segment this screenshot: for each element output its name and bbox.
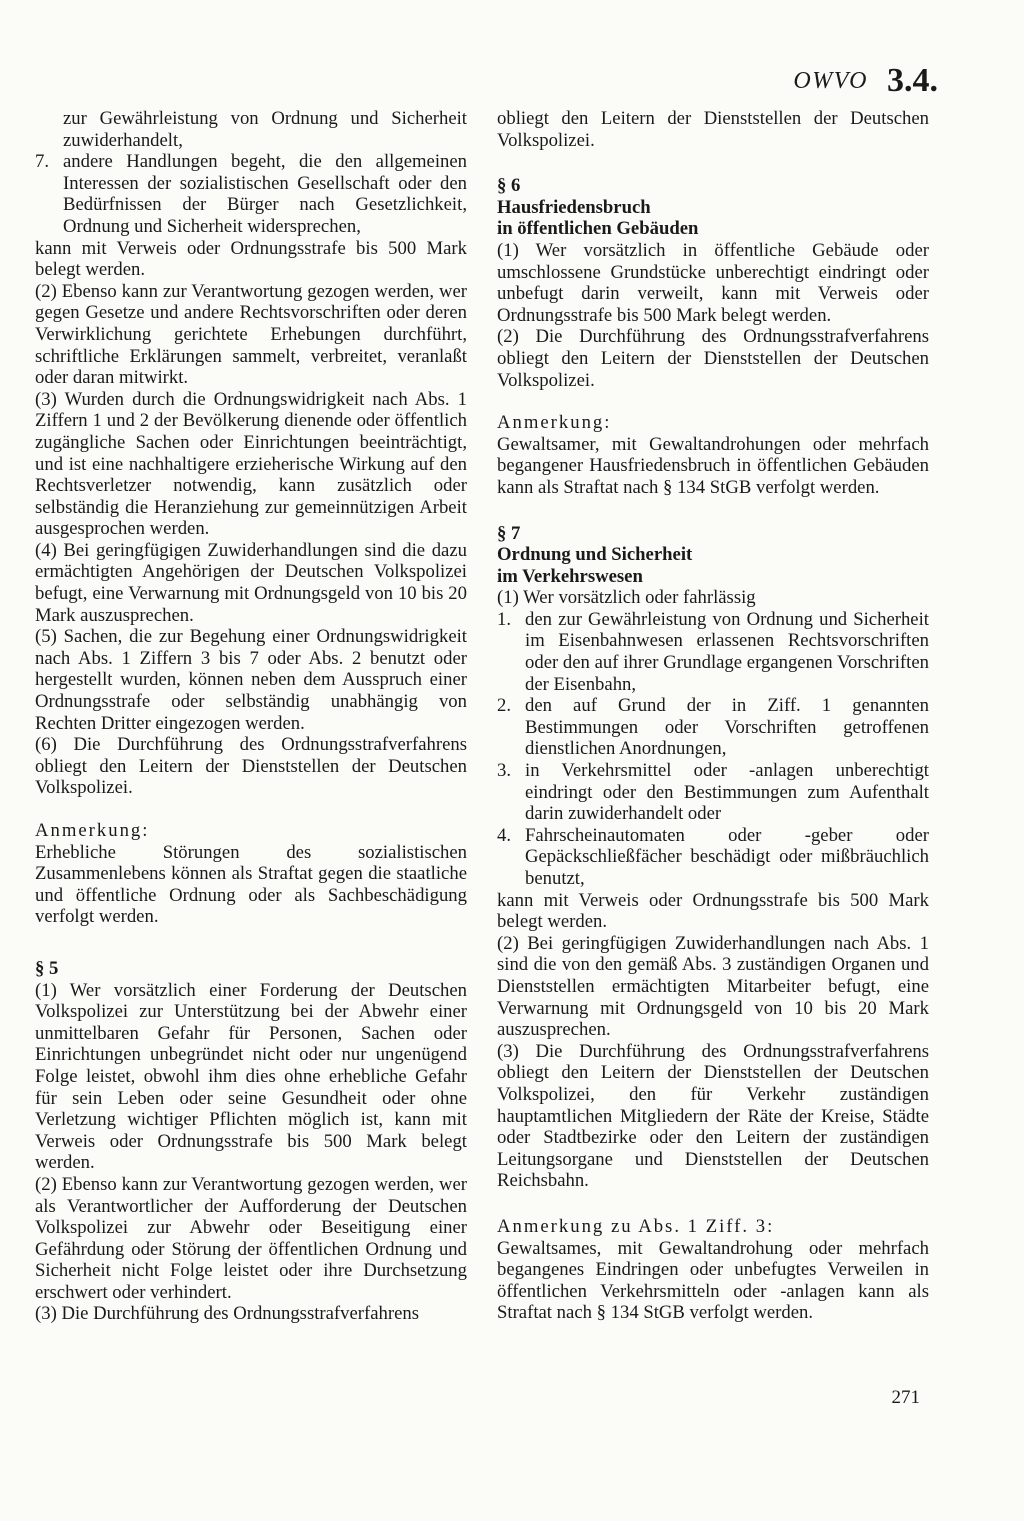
spacer — [35, 799, 467, 820]
header-section-number: 3.4. — [887, 62, 938, 99]
paragraph-continuation: obliegt den Leitern der Dienststellen der Deutschen Volkspolizei. — [497, 108, 929, 151]
paragraph: (3) Die Durchführung des Ordnungsstrafverfahrens — [35, 1303, 420, 1325]
list-item-number: 4. — [497, 824, 512, 846]
section-title: in öffentlichen Gebäuden — [497, 218, 699, 240]
list-item — [497, 695, 929, 760]
paragraph-continuation: zur Gewährleistung von Ordnung und Sicherheit zuwiderhandelt, — [63, 108, 467, 151]
list-item-number: 2. — [497, 695, 512, 717]
annotation-text: Erhebliche Störungen des sozialistischen Zusammenlebens können als Straftat gegen die staatliche und öffentliche Ordnung oder als Sachbeschädigung verfolgt werden. — [35, 841, 467, 928]
annotation-label: Anmerkung zu Abs. 1 Ziff. 3: — [497, 1215, 775, 1237]
list-item-number: 7. — [35, 151, 50, 173]
section-title: Ordnung und Sicherheit — [497, 544, 693, 566]
list-item — [497, 609, 929, 695]
paragraph: (2) Bei geringfügigen Zuwiderhandlungen nach Abs. 1 sind die von den gemäß Abs. 3 zuständigen Organen und Dienststellen ermächtigten Mitarbeiter befugt, eine Verwarnung mit Ordnungsgeld von 10 bis 20 Mark auszusprechen. — [497, 932, 929, 1041]
paragraph: (1) Wer vorsätzlich einer Forderung der Deutschen Volkspolizei zur Unterstützung bei der Abwehr einer unmittelbaren Gefahr für Personen, Sachen oder Einrichtungen unbegründet nicht oder nur ungenügend Folge leistet, obwohl ihm dies ohne erhebliche Gefahr für sein Leben oder seine Gesundheit oder ohne Verletzung wichtiger Pflichten möglich ist, kann mit Verweis oder Ordnungsstrafe bis 500 Mark belegt werden. — [35, 979, 467, 1174]
list-item-text: Fahrscheinautomaten oder -geber oder Gepäckschließfächer beschädigt oder mißbräuchlich benutzt, — [525, 824, 929, 889]
list-item — [35, 151, 467, 237]
paragraph: kann mit Verweis oder Ordnungsstrafe bis 500 Mark belegt werden. — [35, 237, 467, 281]
page-number: 271 — [891, 1387, 920, 1408]
section-heading: § 6 — [497, 175, 521, 197]
annotation-label: Anmerkung: — [497, 412, 612, 434]
paragraph: (2) Ebenso kann zur Verantwortung gezogen werden, wer gegen Gesetze und andere Rechtsvorschriften oder deren Verwirklichung gerichtete Erhebungen durchführt, schriftliche Erklärungen sammelt, verbreitet, veranlaßt oder daran mitwirkt. — [35, 280, 467, 389]
paragraph: (1) Wer vorsätzlich in öffentliche Gebäude oder umschlossene Grundstücke unberechtigt eindringt oder unbefugt darin verweilt, kann mit Verweis oder Ordnungsstrafe bis 500 Mark belegt werden. — [497, 239, 929, 326]
list-item-text: andere Handlungen begeht, die den allgemeinen Interessen der sozialistischen Gesellschaft oder den Bedürfnissen der Bürger nach Gesetzlichkeit, Ordnung und Sicherheit widersprechen, — [63, 151, 467, 237]
paragraph: (3) Die Durchführung des Ordnungsstrafverfahrens obliegt den Leitern der Dienststellen der Deutschen Volkspolizei, den für Verkehr zuständigen hauptamtlichen Mitgliedern der Räte der Kreise, Städte oder Stadtbezirke oder den Leitern der zuständigen Leitungsorgane und Dienststellen der Deutschen Reichsbahn. — [497, 1040, 929, 1192]
left-column — [35, 108, 467, 1325]
list-item-text: in Verkehrsmittel oder -anlagen unberechtigt eindringt oder den Bestimmungen zum Aufenthalt darin zuwiderhandelt oder — [525, 760, 929, 825]
right-column — [497, 108, 929, 1324]
list-item-number: 1. — [497, 608, 512, 630]
spacer — [497, 391, 929, 412]
section-title: im Verkehrswesen — [497, 565, 643, 587]
paragraph: kann mit Verweis oder Ordnungsstrafe bis 500 Mark belegt werden. — [497, 889, 929, 933]
spacer — [497, 151, 929, 175]
header-label: OWVO — [793, 68, 868, 94]
paragraph: (2) Ebenso kann zur Verantwortung gezogen werden, wer als Verantwortlicher der Aufforderung der Deutschen Volkspolizei zur Abwehr oder Beseitigung einer Gefährdung oder Störung der öffentlichen Ordnung und Sicherheit nicht Folge leistet oder ihre Durchsetzung erschwert oder verhindert. — [35, 1173, 467, 1303]
annotation-text: Gewaltsamer, mit Gewaltandrohungen oder mehrfach begangener Hausfriedensbruch in öffentlichen Gebäuden kann als Straftat nach § 134 StGB verfolgt werden. — [497, 433, 929, 498]
list-item-number: 3. — [497, 760, 512, 782]
spacer — [497, 499, 929, 523]
spacer — [497, 1192, 929, 1216]
list-item — [497, 825, 929, 890]
paragraph: (4) Bei geringfügigen Zuwiderhandlungen sind die dazu ermächtigten Angehörigen der Deutschen Volkspolizei befugt, eine Verwarnung mit Ordnungsgeld von 10 bis 20 Mark auszusprechen. — [35, 539, 467, 626]
section-heading: § 7 — [497, 522, 521, 544]
section-title: Hausfriedensbruch — [497, 196, 651, 218]
list-item — [497, 760, 929, 825]
section-heading: § 5 — [35, 957, 59, 979]
paragraph: (1) Wer vorsätzlich oder fahrlässig — [497, 587, 756, 609]
annotation-text: Gewaltsames, mit Gewaltandrohung oder mehrfach begangenes Eindringen oder unbefugtes Verweilen in öffentlichen Verkehrsmitteln oder -anlagen kann als Straftat nach § 134 StGB verfolgt werden. — [497, 1237, 929, 1324]
paragraph: (6) Die Durchführung des Ordnungsstrafverfahrens obliegt den Leitern der Dienststellen der Deutschen Volkspolizei. — [35, 734, 467, 799]
list-item-text: den auf Grund der in Ziff. 1 genannten Bestimmungen oder Vorschriften getroffenen dienstlichen Anordnungen, — [525, 695, 929, 760]
paragraph: (5) Sachen, die zur Begehung einer Ordnungswidrigkeit nach Abs. 1 Ziffern 3 bis 7 oder Abs. 2 benutzt oder hergestellt wurden, können neben dem Ausspruch einer Ordnungsstrafe oder selbständig unabhängig von Rechten Dritter eingezogen werden. — [35, 626, 467, 734]
spacer — [35, 928, 467, 958]
paragraph: (3) Wurden durch die Ordnungswidrigkeit nach Abs. 1 Ziffern 1 und 2 der Bevölkerung dienende oder öffentlich zugängliche Sachen oder Einrichtungen beeinträchtigt, und ist eine nachhaltigere erzieherische Wirkung auf den Rechtsverletzer notwendig, kann zusätzlich oder selbständig die Heranziehung zur gemeinnützigen Arbeit ausgesprochen werden. — [35, 388, 467, 540]
paragraph: (2) Die Durchführung des Ordnungsstrafverfahrens obliegt den Leitern der Dienststellen der Deutschen Volkspolizei. — [497, 326, 929, 391]
annotation-label: Anmerkung: — [35, 820, 150, 841]
list-item-text: den zur Gewährleistung von Ordnung und Sicherheit im Eisenbahnwesen erlassenen Rechtsvorschriften oder den auf ihrer Grundlage ergangenen Vorschriften der Eisenbahn, — [525, 608, 929, 695]
